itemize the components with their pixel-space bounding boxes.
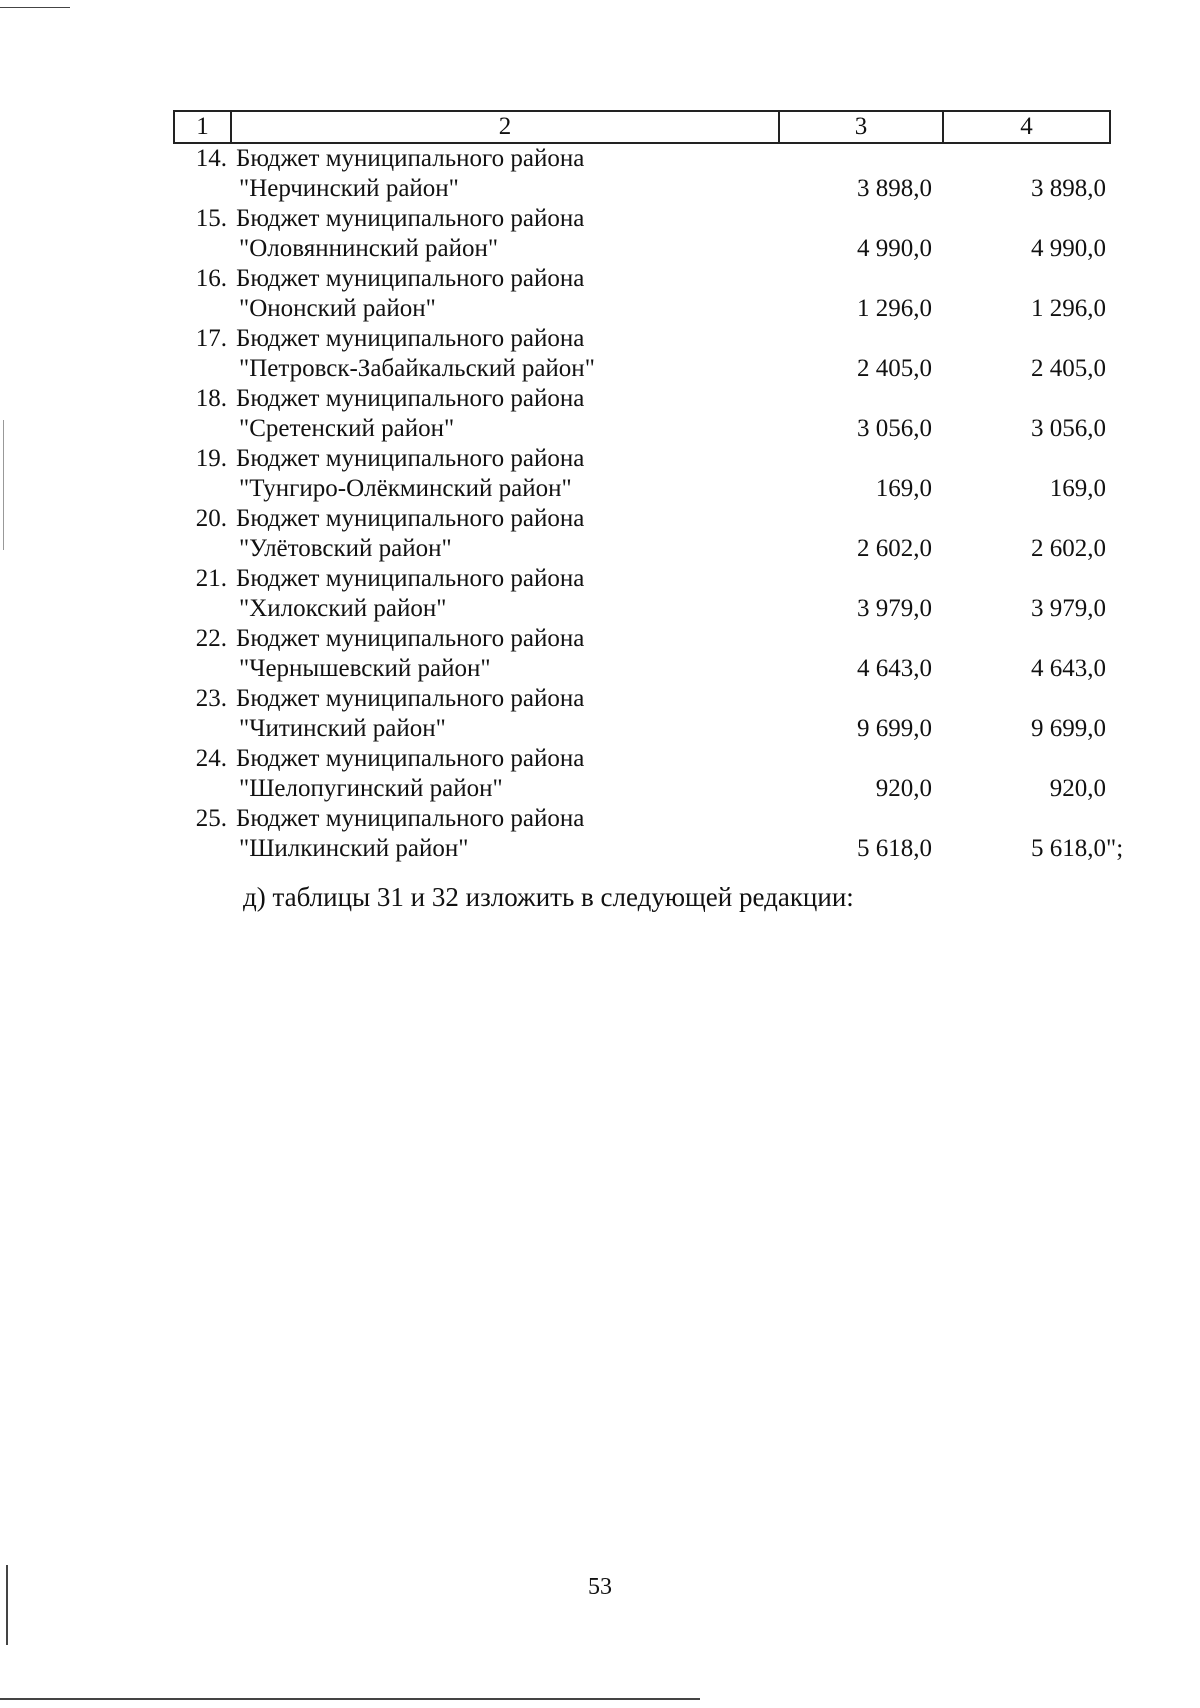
row-value-col3: 2 405,0 xyxy=(857,355,932,382)
row-name-line1: Бюджет муниципального района xyxy=(236,385,585,412)
table-row xyxy=(174,684,1110,744)
row-value-col3: 3 898,0 xyxy=(857,175,932,202)
row-name xyxy=(231,384,779,444)
row-name-line2: "Улётовский район" xyxy=(239,535,452,562)
table-header-row xyxy=(174,111,1110,143)
table-row xyxy=(174,204,1110,264)
header-col-1: 1 xyxy=(174,111,231,143)
row-value-col4 xyxy=(943,684,1110,744)
row-name xyxy=(231,564,779,624)
row-value-col4 xyxy=(943,444,1110,504)
row-name-line1: Бюджет муниципального района xyxy=(236,505,585,532)
row-name-line2: "Шелопугинский район" xyxy=(239,775,503,802)
row-value-col4-text: 5 618,0 xyxy=(1031,835,1106,862)
table-row xyxy=(174,324,1110,384)
row-value-col4 xyxy=(943,264,1110,324)
row-value-col4-text: 9 699,0 xyxy=(1031,715,1106,742)
row-name xyxy=(231,684,779,744)
row-name-line1: Бюджет муниципального района xyxy=(236,745,585,772)
row-name-line1: Бюджет муниципального района xyxy=(236,145,585,172)
budget-table xyxy=(173,110,1124,864)
row-value-col3: 5 618,0 xyxy=(857,835,932,862)
table-row xyxy=(174,744,1110,804)
table-row xyxy=(174,384,1110,444)
table-row xyxy=(174,444,1110,504)
table-row xyxy=(174,624,1110,684)
row-name-line2: "Шилкинский район" xyxy=(239,835,469,862)
row-value-col4-text: 4 990,0 xyxy=(1031,235,1106,262)
row-value-col4-text: 4 643,0 xyxy=(1031,655,1106,682)
row-value-col3: 9 699,0 xyxy=(857,715,932,742)
row-name-line1: Бюджет муниципального района xyxy=(236,325,585,352)
scan-edge-left-2 xyxy=(3,420,4,550)
closing-quote-suffix: "; xyxy=(1106,835,1124,862)
row-name xyxy=(231,504,779,564)
row-name-line2: "Оловяннинский район" xyxy=(239,235,499,262)
row-name xyxy=(231,204,779,264)
row-number: 19. xyxy=(195,445,227,472)
header-col-2: 2 xyxy=(231,111,779,143)
row-value-col4 xyxy=(943,744,1110,804)
row-value-col3: 2 602,0 xyxy=(857,535,932,562)
row-name-line2: "Сретенский район" xyxy=(239,415,455,442)
header-col-4: 4 xyxy=(943,111,1110,143)
row-number: 17. xyxy=(195,325,227,352)
row-number: 22. xyxy=(195,625,227,652)
table-row xyxy=(174,564,1110,624)
row-number: 24. xyxy=(195,745,227,772)
row-value-col4-text: 1 296,0 xyxy=(1031,295,1106,322)
row-value-col3: 920,0 xyxy=(875,775,932,802)
row-value-col3: 4 990,0 xyxy=(857,235,932,262)
table-row xyxy=(174,143,1110,204)
row-value-col3: 1 296,0 xyxy=(857,295,932,322)
row-value-col4 xyxy=(943,143,1110,204)
row-name-line1: Бюджет муниципального района xyxy=(236,265,585,292)
row-value-col4 xyxy=(943,324,1110,384)
row-name-line2: "Читинский район" xyxy=(239,715,446,742)
row-name xyxy=(231,744,779,804)
row-value-col4 xyxy=(943,204,1110,264)
row-name-line1: Бюджет муниципального района xyxy=(236,805,585,832)
row-value-col3: 169,0 xyxy=(875,475,932,502)
scan-edge-bottom xyxy=(0,1698,700,1700)
row-value-col4 xyxy=(943,624,1110,684)
row-name xyxy=(231,143,779,204)
row-value-col4-text: 2 405,0 xyxy=(1031,355,1106,382)
row-name-line2: "Петровск-Забайкальский район" xyxy=(239,355,595,382)
row-name-line2: "Нерчинский район" xyxy=(239,175,459,202)
row-name-line2: "Хилокский район" xyxy=(239,595,447,622)
row-number: 20. xyxy=(195,505,227,532)
row-number: 14. xyxy=(195,145,227,172)
row-name-line1: Бюджет муниципального района xyxy=(236,445,585,472)
row-name-line1: Бюджет муниципального района xyxy=(236,205,585,232)
row-value-col4-text: 169,0 xyxy=(1049,475,1106,502)
instruction-text: д) таблицы 31 и 32 изложить в следующей редакции: xyxy=(243,882,854,912)
table-body xyxy=(174,143,1124,864)
row-name-line1: Бюджет муниципального района xyxy=(236,565,585,592)
row-name xyxy=(231,624,779,684)
row-value-col4-text: 3 898,0 xyxy=(1031,175,1106,202)
row-value-col4 xyxy=(943,804,1124,864)
row-value-col4 xyxy=(943,384,1110,444)
row-name-line1: Бюджет муниципального района xyxy=(236,685,585,712)
row-value-col3: 4 643,0 xyxy=(857,655,932,682)
row-value-col4 xyxy=(943,564,1110,624)
row-number: 23. xyxy=(195,685,227,712)
row-value-col4-text: 3 056,0 xyxy=(1031,415,1106,442)
row-name-line2: "Тунгиро-Олёкминский район" xyxy=(239,475,572,502)
row-value-col3: 3 979,0 xyxy=(857,595,932,622)
row-value-col4-text: 920,0 xyxy=(1049,775,1106,802)
row-name xyxy=(231,324,779,384)
budget-table-container xyxy=(173,110,1124,864)
page-number: 53 xyxy=(588,1574,612,1600)
row-value-col3: 3 056,0 xyxy=(857,415,932,442)
row-number: 15. xyxy=(195,205,227,232)
table-row xyxy=(174,264,1110,324)
row-value-col4-text: 3 979,0 xyxy=(1031,595,1106,622)
row-name-line2: "Чернышевский район" xyxy=(239,655,491,682)
row-name xyxy=(231,264,779,324)
table-row xyxy=(174,504,1110,564)
scan-edge-top xyxy=(0,7,70,8)
header-col-3: 3 xyxy=(779,111,943,143)
row-number: 21. xyxy=(195,565,227,592)
row-number: 16. xyxy=(195,265,227,292)
row-number: 18. xyxy=(195,385,227,412)
row-name-line2: "Ононский район" xyxy=(239,295,436,322)
row-value-col4-text: 2 602,0 xyxy=(1031,535,1106,562)
row-name xyxy=(231,444,779,504)
row-number: 25. xyxy=(195,805,227,832)
row-name xyxy=(231,804,779,864)
row-name-line1: Бюджет муниципального района xyxy=(236,625,585,652)
table-row xyxy=(174,804,1110,864)
row-value-col4 xyxy=(943,504,1110,564)
